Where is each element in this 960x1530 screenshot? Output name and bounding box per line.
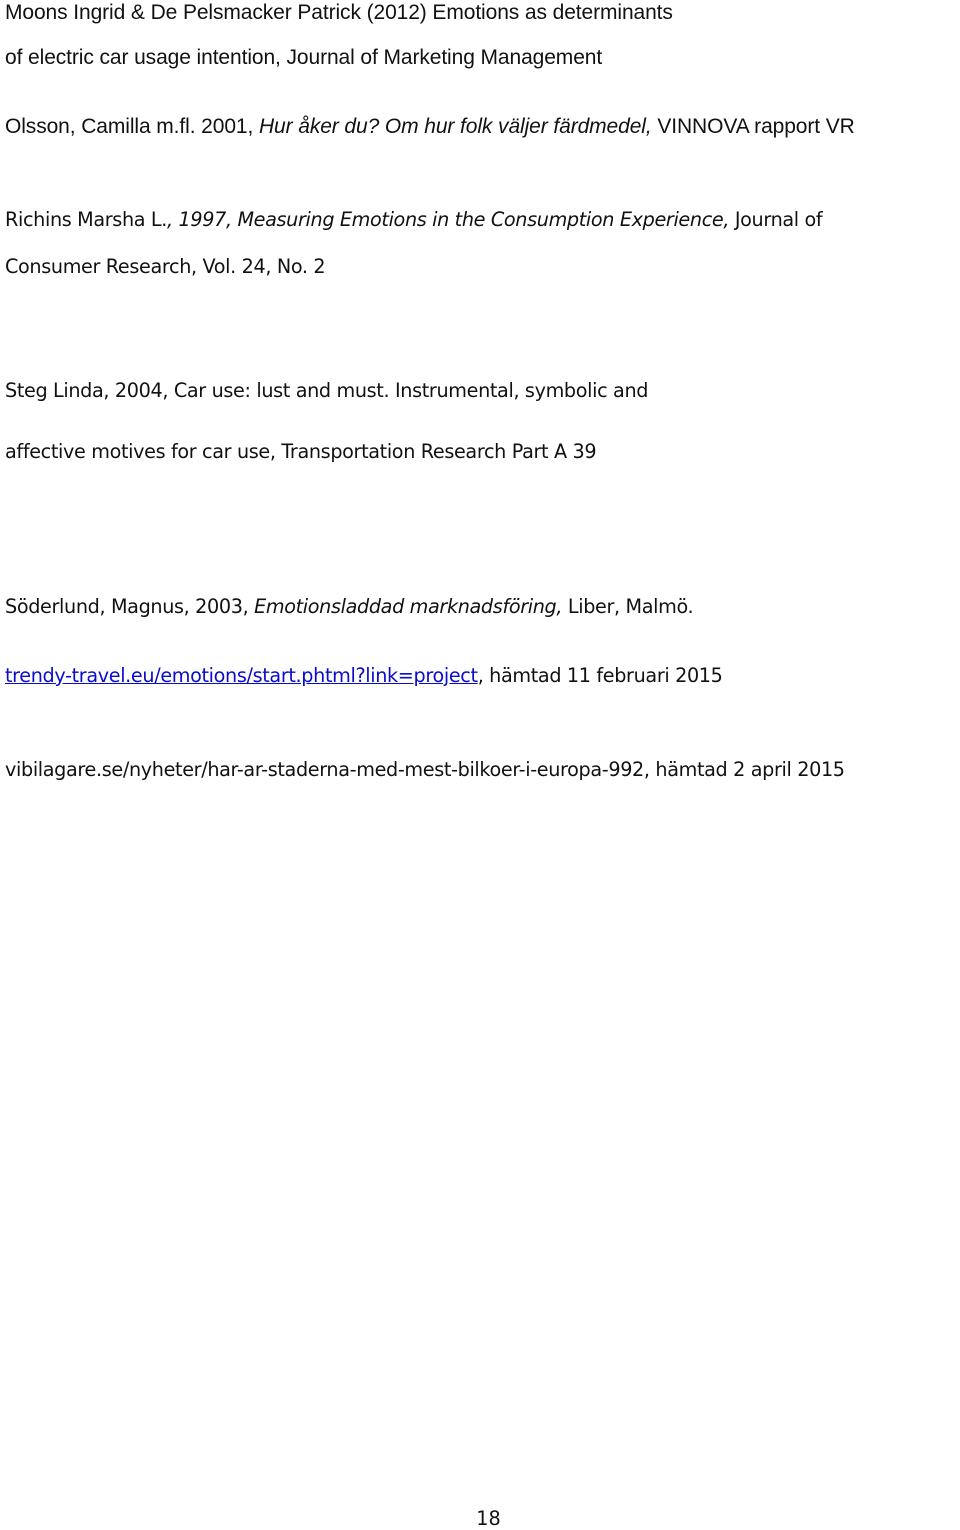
trendy-travel-link[interactable]: trendy-travel.eu/emotions/start.phtml?link=project [5,664,478,687]
reference-richins-journal: Journal of [729,208,823,231]
reference-richins-author: Richins Marsha L. [5,208,168,231]
reference-vibilagare: vibilagare.se/nyheter/har-ar-staderna-med-mest-bilkoer-i-europa-992, hämtad 2 april 2015 [5,758,845,781]
reference-trendy-date: , hämtad 11 februari 2015 [477,664,723,687]
reference-moons-line2: of electric car usage intention, Journal of Marketing Management [5,46,603,69]
reference-richins-title: , 1997, Measuring Emotions in the Consumption Experience, [167,208,730,231]
reference-steg-line2: affective motives for car use, Transportation Research Part A 39 [5,440,597,463]
reference-olsson-authors: Olsson, Camilla m.fl. 2001, [5,115,259,138]
reference-olsson-publisher: VINNOVA rapport VR [651,115,855,138]
reference-soderlund-author: Söderlund, Magnus, 2003, [5,595,255,618]
reference-soderlund-title: Emotionsladdad marknadsföring, [254,595,563,618]
reference-olsson [5,114,855,140]
reference-trendy [5,663,723,689]
reference-soderlund-publisher: Liber, Malmö. [562,595,694,618]
reference-steg-line1: Steg Linda, 2004, Car use: lust and must. Instrumental, symbolic and [5,379,649,402]
reference-soderlund [5,594,693,620]
page-number: 18 [476,1507,501,1530]
reference-moons-line1: Moons Ingrid & De Pelsmacker Patrick (2012) Emotions as determinants [5,1,673,24]
reference-richins-line2: Consumer Research, Vol. 24, No. 2 [5,255,326,278]
reference-olsson-title: Hur åker du? Om hur folk väljer färdmedel, [258,115,652,138]
reference-richins-line1 [5,207,822,233]
